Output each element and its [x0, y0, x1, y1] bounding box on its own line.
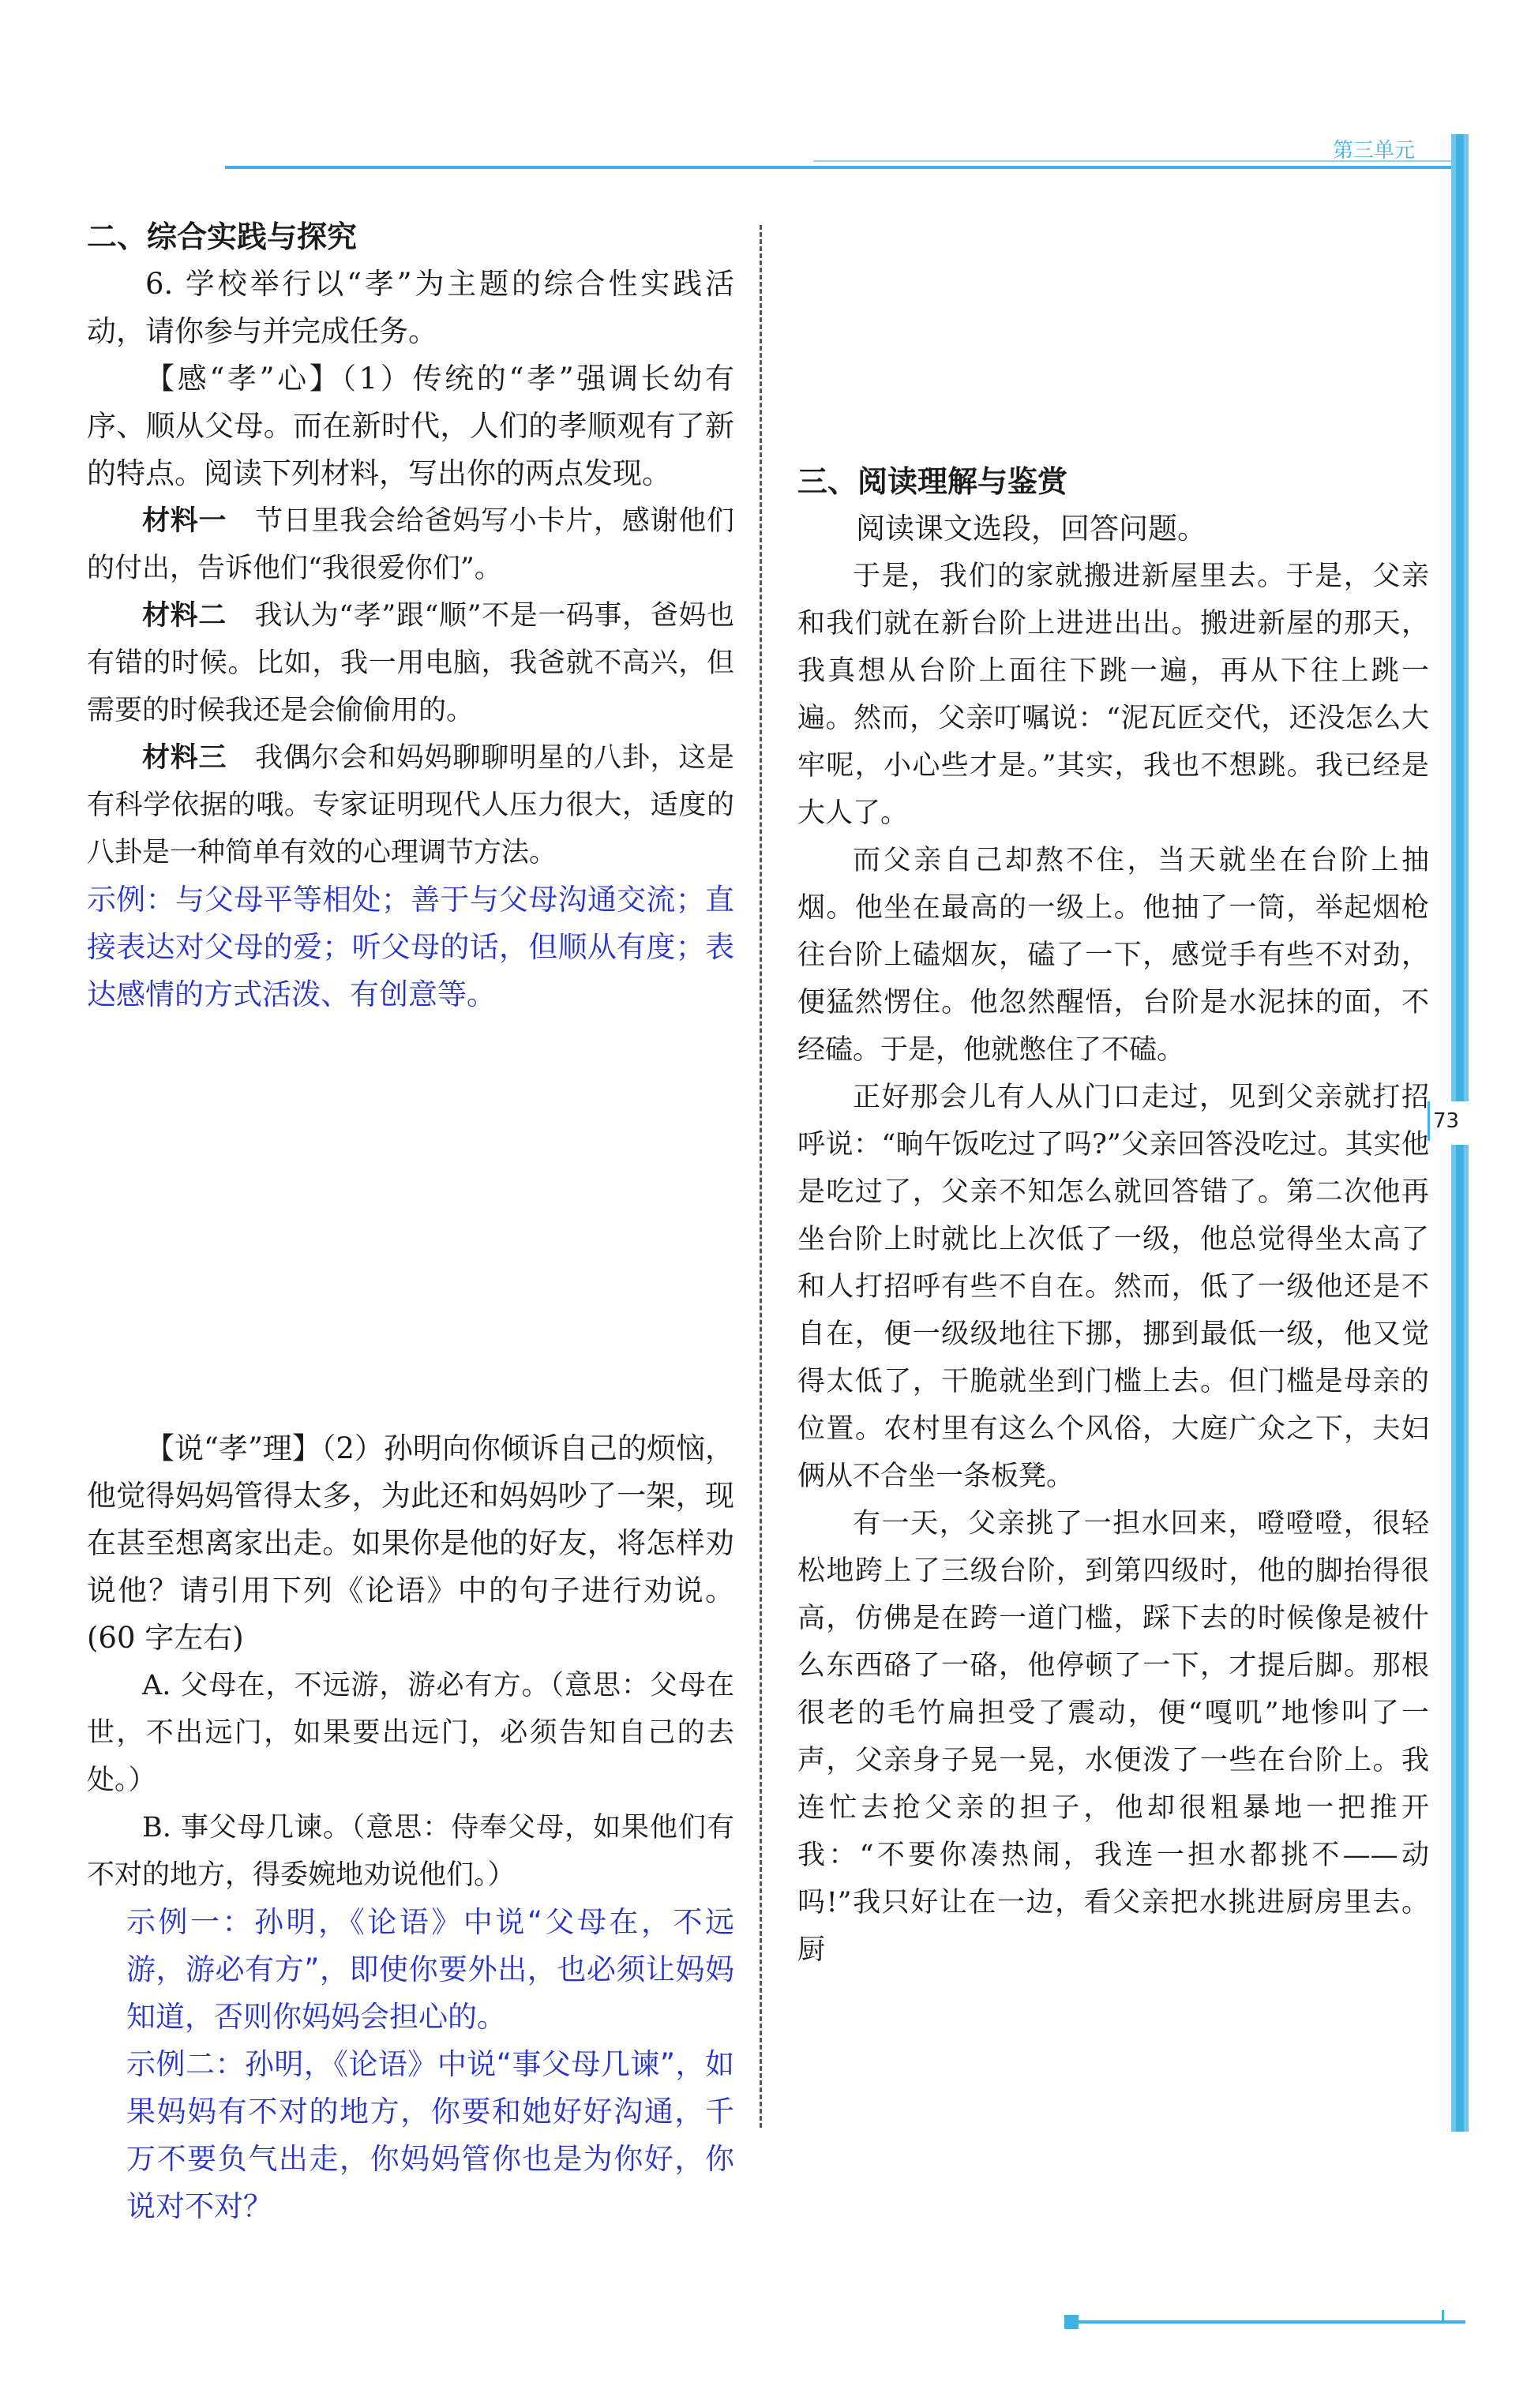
section-title-practice: 二、综合实践与探究	[87, 219, 358, 254]
passage-paragraph-4: 有一天，父亲挑了一担水回来，噔噔噔，很轻松地跨上了三级台阶，到第四级时，他的脚抬得很高，仿佛是在跨一道门槛，踩下去的时候像是被什么东西硌了一硌，他停顿了一下，才提后脚。那根很老的毛竹扁担受了震动，便“嘎叽”地惨叫了一声，父亲身子晃一晃，水便泼了一些在台阶上。我连忙去抢父亲的担子，他却很粗暴地一把推开我：“不要你凑热闹，我连一担水都挑不——动吗!”我只好让在一边，看父亲把水挑进厨房里去。厨	[797, 1508, 1429, 1966]
passage-paragraph-3: 正好那会儿有人从门口走过，见到父亲就打招呼说：“晌午饭吃过了吗?”父亲回答没吃过。其实他是吃过了，父亲不知怎么就回答错了。第二次他再坐台阶上时就比上次低了一级，他总觉得坐太高了和人打招呼有些不自在。然而，低了一级他还是不自在，便一级级地往下挪，挪到最低一级，他又觉得太低了，干脆就坐到门槛上去。但门槛是母亲的位置。农村里有这么个风俗，大庭广众之下，夫妇俩从不合坐一条板凳。	[797, 1082, 1429, 1492]
passage-paragraph-1: 于是，我们的家就搬进新屋里去。于是，父亲和我们就在新台阶上进进出出。搬进新屋的那天，我真想从台阶上面往下跳一遍，再从下往上跳一遍。然而，父亲叮嘱说：“泥瓦匠交代，还没怎么大牢呢，小心些才是。”其实，我也不想跳。我已经是大人了。	[797, 561, 1429, 829]
footer-tick	[1442, 2310, 1444, 2321]
material-3-text: 我偶尔会和妈妈聊聊明星的八卦，这是有科学依据的哦。专家证明现代人压力很大，适度的八卦是一种简单有效的心理调节方法。	[87, 742, 734, 868]
column-divider	[760, 225, 762, 2128]
side-tab-bar-top	[1451, 134, 1469, 1113]
header-rule	[225, 166, 1457, 169]
right-column	[797, 458, 1429, 1974]
material-2-title: 材料二	[142, 600, 227, 632]
unit-label: 第三单元	[1333, 139, 1416, 163]
footer-square	[1064, 2315, 1079, 2329]
material-1-title: 材料一	[142, 505, 227, 537]
material-2	[87, 592, 734, 734]
left-column-lower	[87, 1425, 734, 2230]
answer-2-example-2: 示例二：孙明，《论语》中说“事父母几谏”，如果妈妈有不对的地方，你要和她好好沟通，千万不要负气出走，你妈妈管你也是为你好，你说对不对？	[126, 2047, 734, 2223]
material-1	[87, 497, 734, 592]
footer-rule	[1079, 2320, 1465, 2324]
left-column	[87, 213, 734, 1018]
reading-instruction: 阅读课文选段，回答问题。	[856, 512, 1206, 546]
option-b: B. 事父母几谏。（意思：侍奉父母，如果他们有不对的地方，得委婉地劝说他们。）	[87, 1812, 734, 1891]
material-1-text: 节日里我会给爸妈写小卡片，感谢他们的付出，告诉他们“我很爱你们”。	[87, 505, 734, 584]
option-a: A. 父母在，不远游，游必有方。（意思：父母在世，不出远门，如果要出远门，必须告知自己的去处。）	[87, 1670, 734, 1796]
section-title-reading: 三、阅读理解与鉴赏	[797, 464, 1068, 499]
task-1: 【感“孝”心】（1）传统的“孝”强调长幼有序、顺从父母。而在新时代，人们的孝顺观有了新的特点。阅读下列材料，写出你的两点发现。	[87, 362, 734, 490]
material-3-title: 材料三	[142, 742, 227, 774]
passage-paragraph-2: 而父亲自己却熬不住，当天就坐在台阶上抽烟。他坐在最高的一级上。他抽了一筒，举起烟枪往台阶上磕烟灰，磕了一下，感觉手有些不对劲，便猛然愣住。他忽然醒悟，台阶是水泥抹的面，不经磕。于是，他就憋住了不磕。	[797, 845, 1429, 1066]
task-2: 【说“孝”理】（2）孙明向你倾诉自己的烦恼，他觉得妈妈管得太多，为此还和妈妈吵了一架，现在甚至想离家出走。如果你是他的好友，将怎样劝说他？请引用下列《论语》中的句子进行劝说。(60 字左右)	[87, 1431, 734, 1655]
answer-1: 示例：与父母平等相处；善于与父母沟通交流；直接表达对父母的爱；听父母的话，但顺从有度；表达感情的方式活泼、有创意等。	[87, 883, 734, 1011]
material-3	[87, 734, 734, 876]
side-tab-bar-bottom	[1451, 1145, 1469, 2132]
answer-2-example-1: 示例一：孙明，《论语》中说“父母在，不远游，游必有方”，即使你要外出，也必须让妈妈知道，否则你妈妈会担心的。	[126, 1905, 734, 2034]
material-2-text: 我认为“孝”跟“顺”不是一码事，爸妈也有错的时候。比如，我一用电脑，我爸就不高兴，但需要的时候我还是会偷偷用的。	[87, 600, 734, 726]
question-6-intro: 6. 学校举行以“孝”为主题的综合性实践活动，请你参与并完成任务。	[87, 267, 734, 348]
page-number: 73	[1433, 1109, 1460, 1133]
